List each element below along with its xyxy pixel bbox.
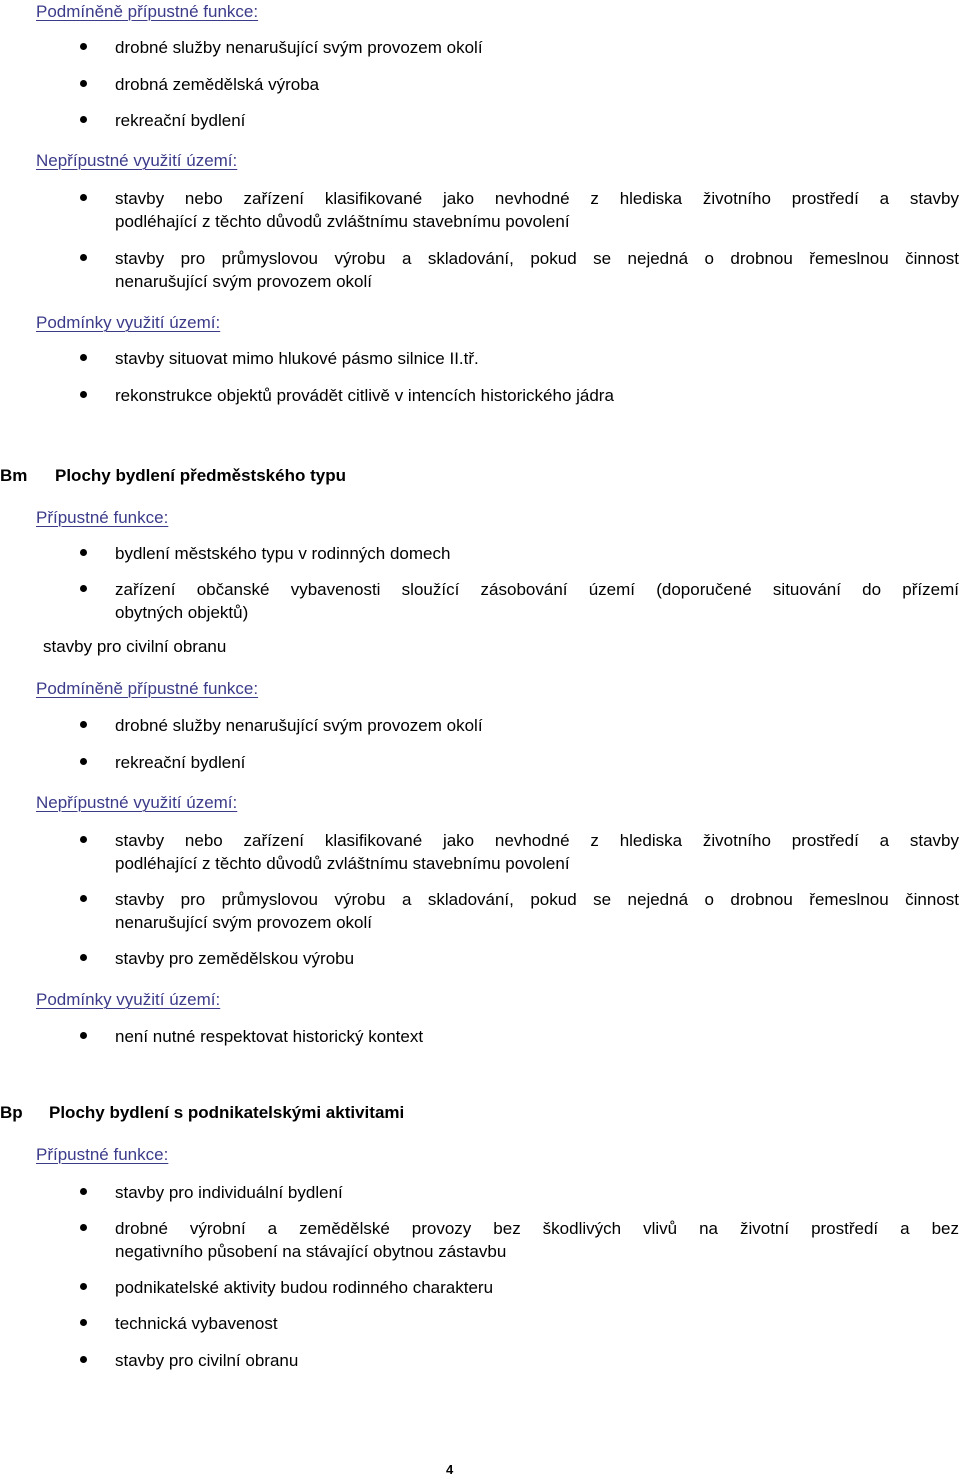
section-code-bm: Bm bbox=[0, 466, 28, 485]
bullet-icon bbox=[80, 549, 87, 556]
bullet-icon bbox=[80, 194, 87, 201]
bullet-icon bbox=[80, 354, 87, 361]
bullet-icon bbox=[80, 1032, 87, 1039]
heading-conditions-of-use: Podmínky využití území: bbox=[36, 313, 221, 332]
bullet-icon bbox=[80, 721, 87, 728]
page-number: 4 bbox=[446, 1462, 454, 1477]
plain-line: stavby pro civilní obranu bbox=[43, 637, 227, 656]
bullet-icon bbox=[80, 80, 87, 87]
bullet-icon bbox=[80, 1356, 87, 1363]
bullet-icon bbox=[80, 1188, 87, 1195]
bullet-icon bbox=[80, 254, 87, 261]
section-title-bm: Plochy bydlení předměstského typu bbox=[55, 466, 346, 485]
bullet-icon bbox=[80, 43, 87, 50]
bullet-icon bbox=[80, 1283, 87, 1290]
heading-prohibited-use: Nepřípustné využití území: bbox=[36, 793, 238, 812]
heading-prohibited-use: Nepřípustné využití území: bbox=[36, 151, 238, 170]
bullet-icon bbox=[80, 758, 87, 765]
section-title-bp: Plochy bydlení s podnikatelskými aktivitami bbox=[49, 1103, 405, 1122]
heading-permitted-functions: Přípustné funkce: bbox=[36, 508, 169, 527]
bullet-icon bbox=[80, 1224, 87, 1231]
heading-conditional-functions: Podmíněně přípustné funkce: bbox=[36, 679, 259, 698]
heading-conditional-functions: Podmíněně přípustné funkce: bbox=[36, 2, 259, 21]
heading-permitted-functions: Přípustné funkce: bbox=[36, 1145, 169, 1164]
section-code-bp: Bp bbox=[0, 1103, 23, 1122]
bullet-icon bbox=[80, 585, 87, 592]
bullet-icon bbox=[80, 836, 87, 843]
bullet-icon bbox=[80, 391, 87, 398]
bullet-icon bbox=[80, 954, 87, 961]
bullet-icon bbox=[80, 1319, 87, 1326]
heading-conditions-of-use: Podmínky využití území: bbox=[36, 990, 221, 1009]
bullet-icon bbox=[80, 895, 87, 902]
bullet-icon bbox=[80, 116, 87, 123]
